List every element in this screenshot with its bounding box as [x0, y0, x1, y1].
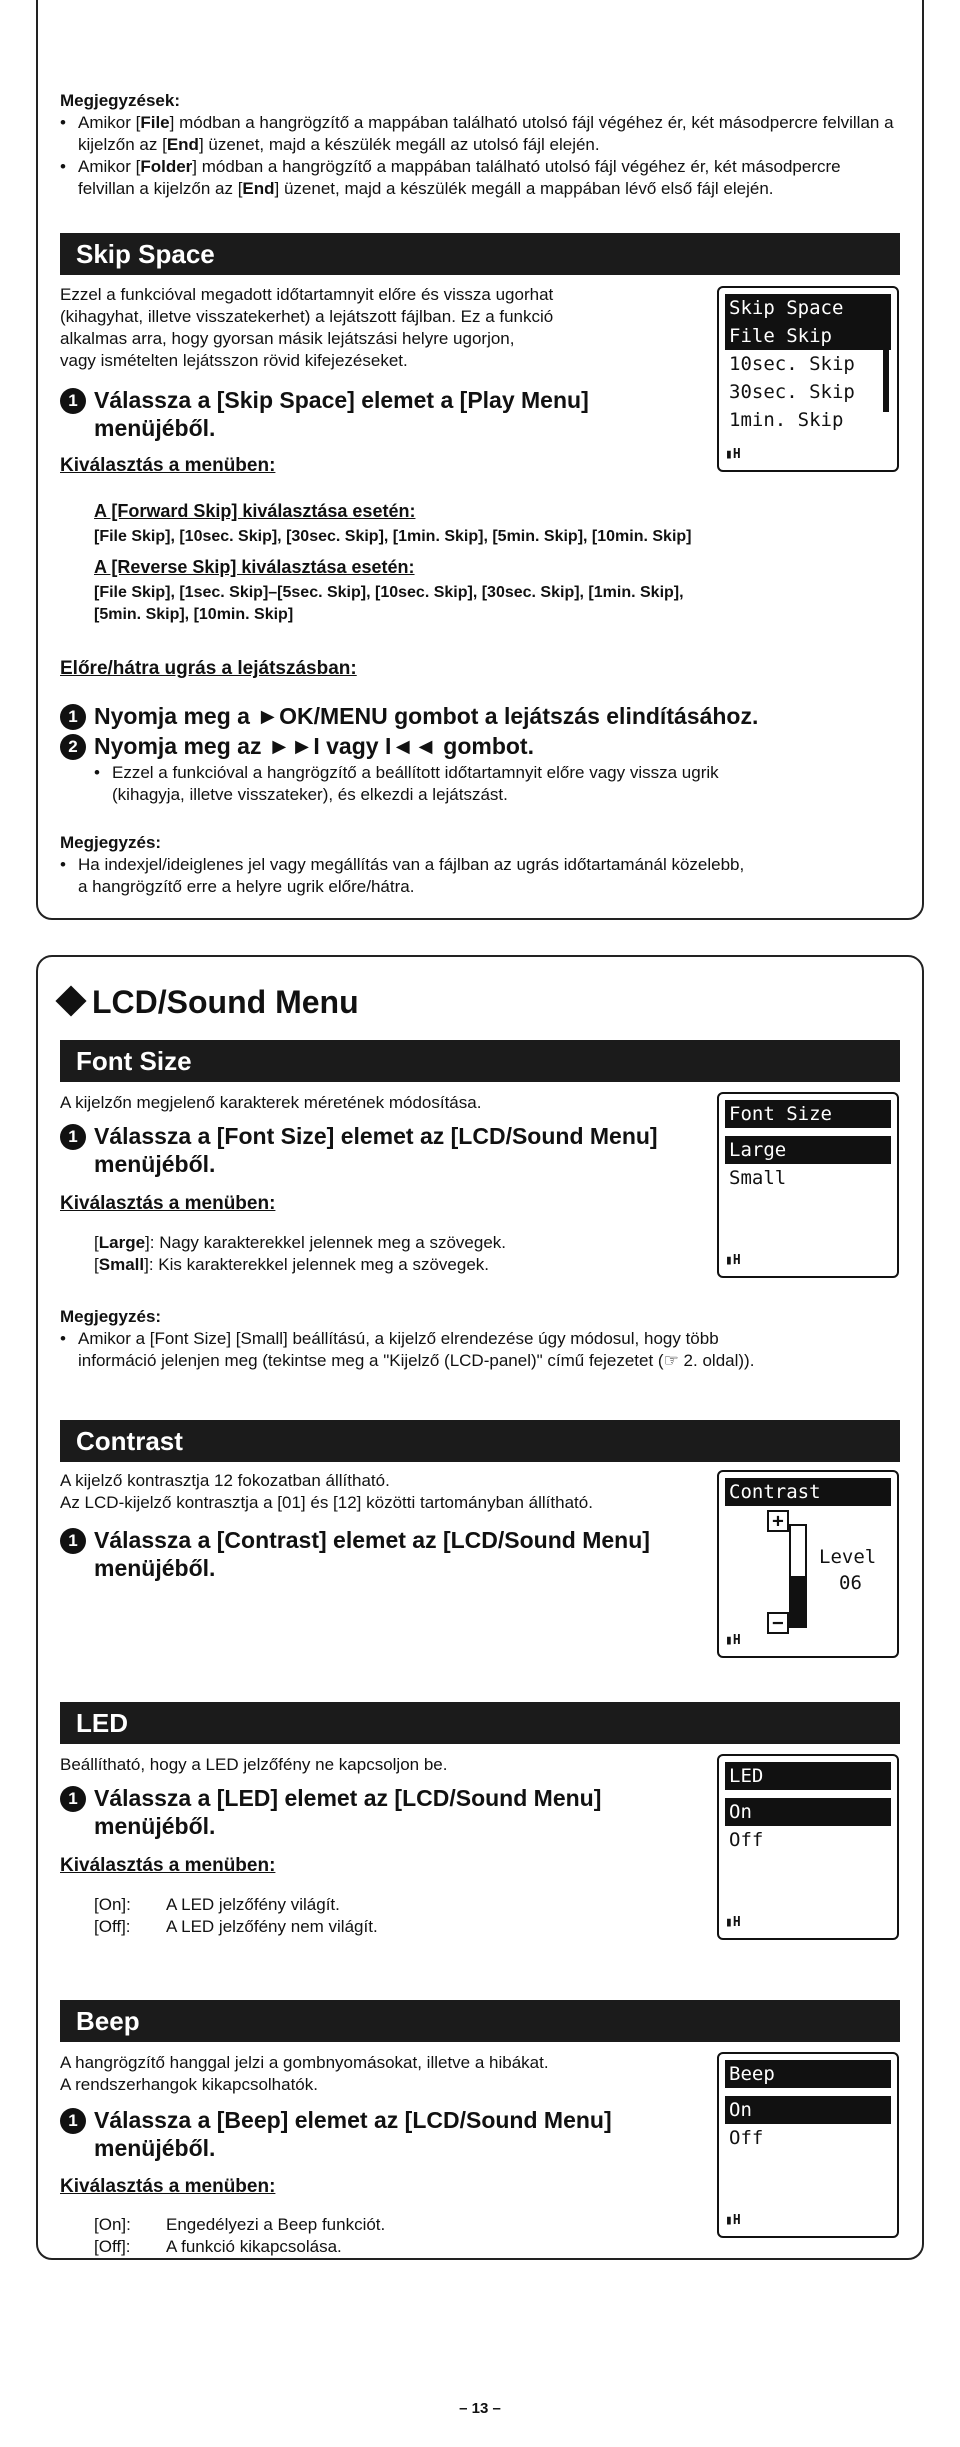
minus-icon: −	[767, 1612, 789, 1634]
section-title-font-size: Font Size	[60, 1040, 900, 1082]
note-heading: Megjegyzés:	[60, 833, 162, 852]
beep-option-off: [Off]: A funkció kikapcsolása.	[94, 2237, 342, 2256]
led-option-off: [Off]: A LED jelzőfény nem világít.	[94, 1917, 378, 1936]
skip-space-intro: Ezzel a funkcióval megadott időtartamnyit előre és vissza ugorhat (kihagyhat, illetve visszatekerhet) a lejátszott fájlban. Ez a funkció alkalmas arra, hogy gyorsan másik lejátszási helyre ugorjon, vagy ismételten lejátsszon rövid kifejezéseket.	[60, 285, 554, 370]
skip-space-step-1: 1 Válassza a [Skip Space] elemet a [Play Menu] menüjéből.	[60, 386, 589, 442]
contrast-step-1: 1 Válassza a [Contrast] elemet az [LCD/Sound Menu] menüjéből.	[60, 1526, 650, 1582]
jump-step-1: 1 Nyomja meg a ►OK/MENU gombot a lejátszás elindításához.	[60, 702, 758, 730]
list-item: • Amikor [File] módban a hangrögzítő a mappában található utolsó fájl végéhez ér, két másodpercre felvillan a kijelzőn az [End] üzenet, majd a készülék megáll az utolsó fájl elején.	[60, 112, 900, 156]
note-heading: Megjegyzés:	[60, 1307, 162, 1326]
forward-skip-options: [File Skip], [10sec. Skip], [30sec. Skip], [1min. Skip], [5min. Skip], [10min. Skip]	[94, 528, 692, 545]
beep-option-on: [On]: Engedélyezi a Beep funkciót.	[94, 2215, 386, 2234]
lcd-preview-led: LED On Off ▮H	[717, 1754, 899, 1940]
led-step-1: 1 Válassza a [LED] elemet az [LCD/Sound Menu] menüjéből.	[60, 1784, 601, 1840]
section-title-contrast: Contrast	[60, 1420, 900, 1462]
top-notes-list	[60, 112, 900, 200]
list-item: • Amikor [Folder] módban a hangrögzítő a mappában található utolsó fájl végéhez ér, két másodpercre felvillan a kijelzőn az [End] üzenet, majd a készülék megáll a mappában lévő első fájl elején.	[60, 156, 900, 200]
contrast-level-fill	[791, 1576, 805, 1626]
font-size-note-list	[60, 1328, 920, 1372]
lcd-preview-contrast: Contrast + − Level 06 ▮H	[717, 1470, 899, 1658]
contrast-level-value: 06	[839, 1572, 862, 1594]
contrast-level-label: Level	[819, 1546, 877, 1568]
battery-icon: ▮H	[725, 447, 741, 462]
battery-icon: ▮H	[725, 1633, 741, 1648]
led-intro: Beállítható, hogy a LED jelzőfény ne kapcsoljon be.	[60, 1755, 448, 1774]
list-item: • Ezzel a funkcióval a hangrögzítő a beállított időtartamnyit előre vagy vissza ugrik (kihagyja, illetve visszateker), és elkezdi a lejátszást.	[94, 762, 894, 806]
plus-icon: +	[767, 1510, 789, 1532]
reverse-skip-options: [File Skip], [1sec. Skip]–[5sec. Skip], [10sec. Skip], [30sec. Skip], [1min. Skip], [5min. Skip], [10min. Skip]	[94, 584, 684, 623]
menu-select-label: Kiválasztás a menüben:	[60, 455, 276, 476]
diamond-icon	[55, 985, 86, 1016]
menu-select-label: Kiválasztás a menüben:	[60, 1855, 276, 1876]
section-heading-lcd-sound-menu: LCD/Sound Menu	[56, 982, 359, 1022]
forward-skip-heading: A [Forward Skip] kiválasztása esetén:	[94, 501, 416, 521]
font-size-step-1: 1 Válassza a [Font Size] elemet az [LCD/Sound Menu] menüjéből.	[60, 1122, 658, 1178]
section-title-led: LED	[60, 1702, 900, 1744]
lcd-preview-beep: Beep On Off ▮H	[717, 2052, 899, 2238]
battery-icon: ▮H	[725, 2213, 741, 2228]
page-number: – 13 –	[459, 2400, 501, 2417]
list-item: • Ha indexjel/ideiglenes jel vagy megállítás van a fájlban az ugrás időtartamánál közelebb, a hangrögzítő erre a helyre ugrik előre/hátra.	[60, 854, 900, 898]
contrast-level-bar	[789, 1524, 807, 1628]
beep-intro: A hangrögzítő hanggal jelzi a gombnyomásokat, illetve a hibákat. A rendszerhangok kikapcsolhatók.	[60, 2053, 549, 2094]
jump-bullet-list	[94, 762, 894, 806]
jump-heading: Előre/hátra ugrás a lejátszásban:	[60, 658, 357, 679]
lcd-scrollbar	[883, 328, 889, 412]
notes-heading: Megjegyzések:	[60, 91, 180, 110]
font-size-intro: A kijelzőn megjelenő karakterek méretének módosítása.	[60, 1093, 482, 1112]
beep-step-1: 1 Válassza a [Beep] elemet az [LCD/Sound Menu] menüjéből.	[60, 2106, 612, 2162]
list-item: • Amikor a [Font Size] [Small] beállítású, a kijelző elrendezése úgy módosul, hogy több információ jelenjen meg (tekintse meg a "Kijelző (LCD-panel)" című fejezetet (☞ 2. oldal)).	[60, 1328, 920, 1372]
font-size-option-small: [Small]: Kis karakterekkel jelennek meg a szövegek.	[94, 1255, 489, 1274]
lcd-preview-font-size: Font Size Large Small ▮H	[717, 1092, 899, 1278]
reverse-skip-heading: A [Reverse Skip] kiválasztása esetén:	[94, 557, 415, 577]
menu-select-label: Kiválasztás a menüben:	[60, 2176, 276, 2197]
battery-icon: ▮H	[725, 1915, 741, 1930]
led-option-on: [On]: A LED jelzőfény világít.	[94, 1895, 340, 1914]
contrast-intro: A kijelző kontrasztja 12 fokozatban állítható. Az LCD-kijelző kontrasztja a [01] és [12] közötti tartományban állítható.	[60, 1471, 593, 1512]
jump-step-2: 2 Nyomja meg az ►►I vagy I◄◄ gombot.	[60, 732, 534, 760]
lcd-preview-skip-space: Skip Space File Skip 10sec. Skip 30sec. Skip 1min. Skip ▮H	[717, 286, 899, 472]
battery-icon: ▮H	[725, 1253, 741, 1268]
menu-select-label: Kiválasztás a menüben:	[60, 1193, 276, 1214]
font-size-option-large: [Large]: Nagy karakterekkel jelennek meg a szövegek.	[94, 1233, 507, 1252]
section-title-beep: Beep	[60, 2000, 900, 2042]
section-title-skip-space: Skip Space	[60, 233, 900, 275]
skip-note-list	[60, 854, 900, 898]
